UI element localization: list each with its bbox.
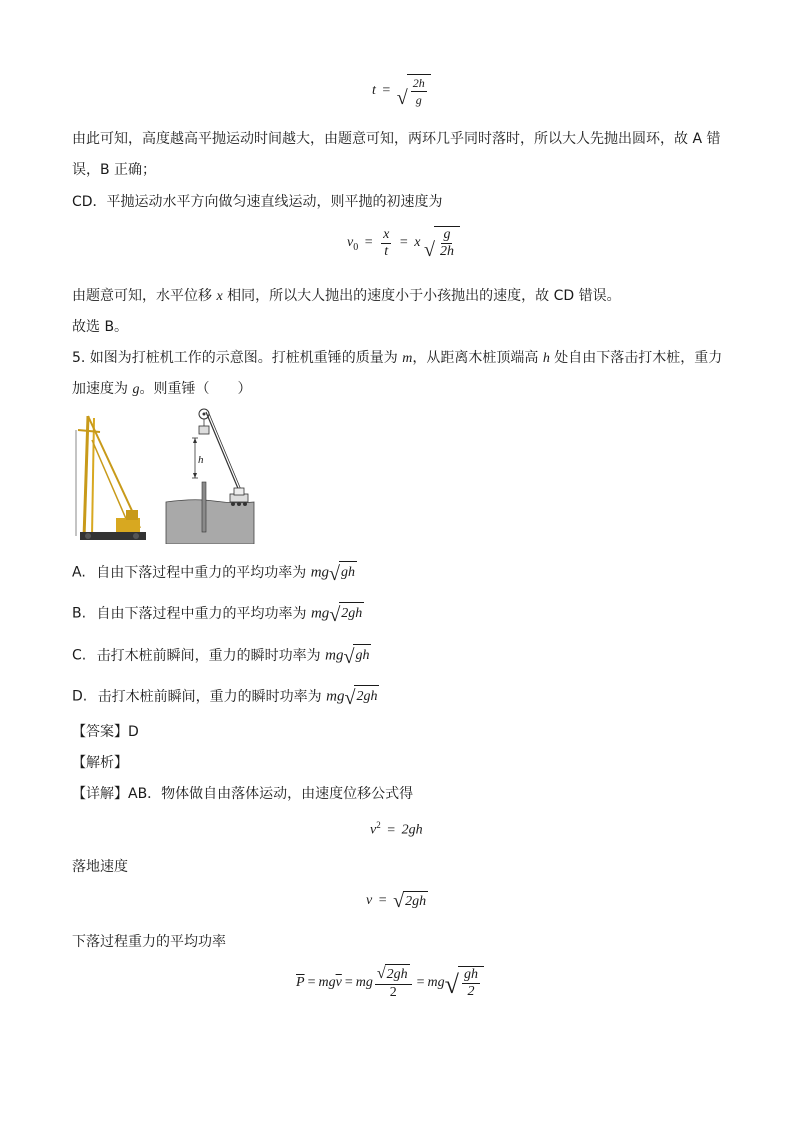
- sqrt-symbol: √ $\frac{g}{2h}$: [424, 226, 460, 260]
- option-c[interactable]: C. 击打木桩前瞬间，重力的瞬时功率为 mg √ gh: [72, 646, 370, 668]
- paragraph-line: 落地速度: [72, 859, 128, 875]
- pile-driver-schematic: [164, 408, 256, 544]
- equation-initial-velocity: $v_0$ = $\frac{x}{t}$ = x √ $\frac{g}{2h}$: [347, 226, 460, 260]
- detail-line: 【详解】AB．物体做自由落体运动，由速度位移公式得: [72, 786, 414, 802]
- equation-landing-speed: v = √ 2gh: [366, 890, 427, 912]
- option-b[interactable]: B. 自由下落过程中重力的平均功率为 mg √ 2gh: [72, 604, 363, 626]
- equation-average-power: $\overline{P}$ = mg $\overline{v}$ = mg √ 2gh 2 = mg √ $\frac{gh}{2}$: [296, 964, 484, 1001]
- question-stem: 5. 如图为打桩机工作的示意图。打桩机重锤的质量为 m，从距离木桩顶端高 h 处自由下落击打木桩，重力: [72, 350, 723, 366]
- paragraph-line: 误，B 正确；: [72, 162, 157, 178]
- paragraph-line: 下落过程重力的平均功率: [72, 934, 226, 950]
- option-a[interactable]: A. 自由下落过程中重力的平均功率为 mg √ gh: [72, 563, 356, 585]
- paragraph-line: 故选 B。: [72, 319, 129, 335]
- paragraph-line: CD．平抛运动水平方向做匀速直线运动，则平抛的初速度为: [72, 194, 443, 210]
- paragraph-line: 由此可知，高度越高平抛运动时间越大，由题意可知，两环几乎同时落时，所以大人先抛出圆环，故 A 错: [72, 131, 721, 147]
- paragraph-line: 由题意可知，水平位移 x 相同，所以大人抛出的速度小于小孩抛出的速度，故 CD 错误。: [72, 288, 621, 304]
- height-label: h: [198, 454, 204, 466]
- analysis-heading: 【解析】: [72, 755, 128, 771]
- sqrt-symbol: √ $\frac{2h}{g}$: [397, 74, 431, 108]
- question-stem: 加速度为 g。则重锤（ ）: [72, 381, 252, 397]
- pile-driver-photo: [70, 410, 156, 544]
- equation-v-squared: $v^2 = 2gh$: [370, 820, 423, 838]
- answer-line: 【答案】D: [72, 724, 139, 740]
- option-d[interactable]: D. 击打木桩前瞬间，重力的瞬时功率为 mg √ 2gh: [72, 687, 378, 709]
- equation-time: t = √ $\frac{2h}{g}$: [372, 74, 431, 108]
